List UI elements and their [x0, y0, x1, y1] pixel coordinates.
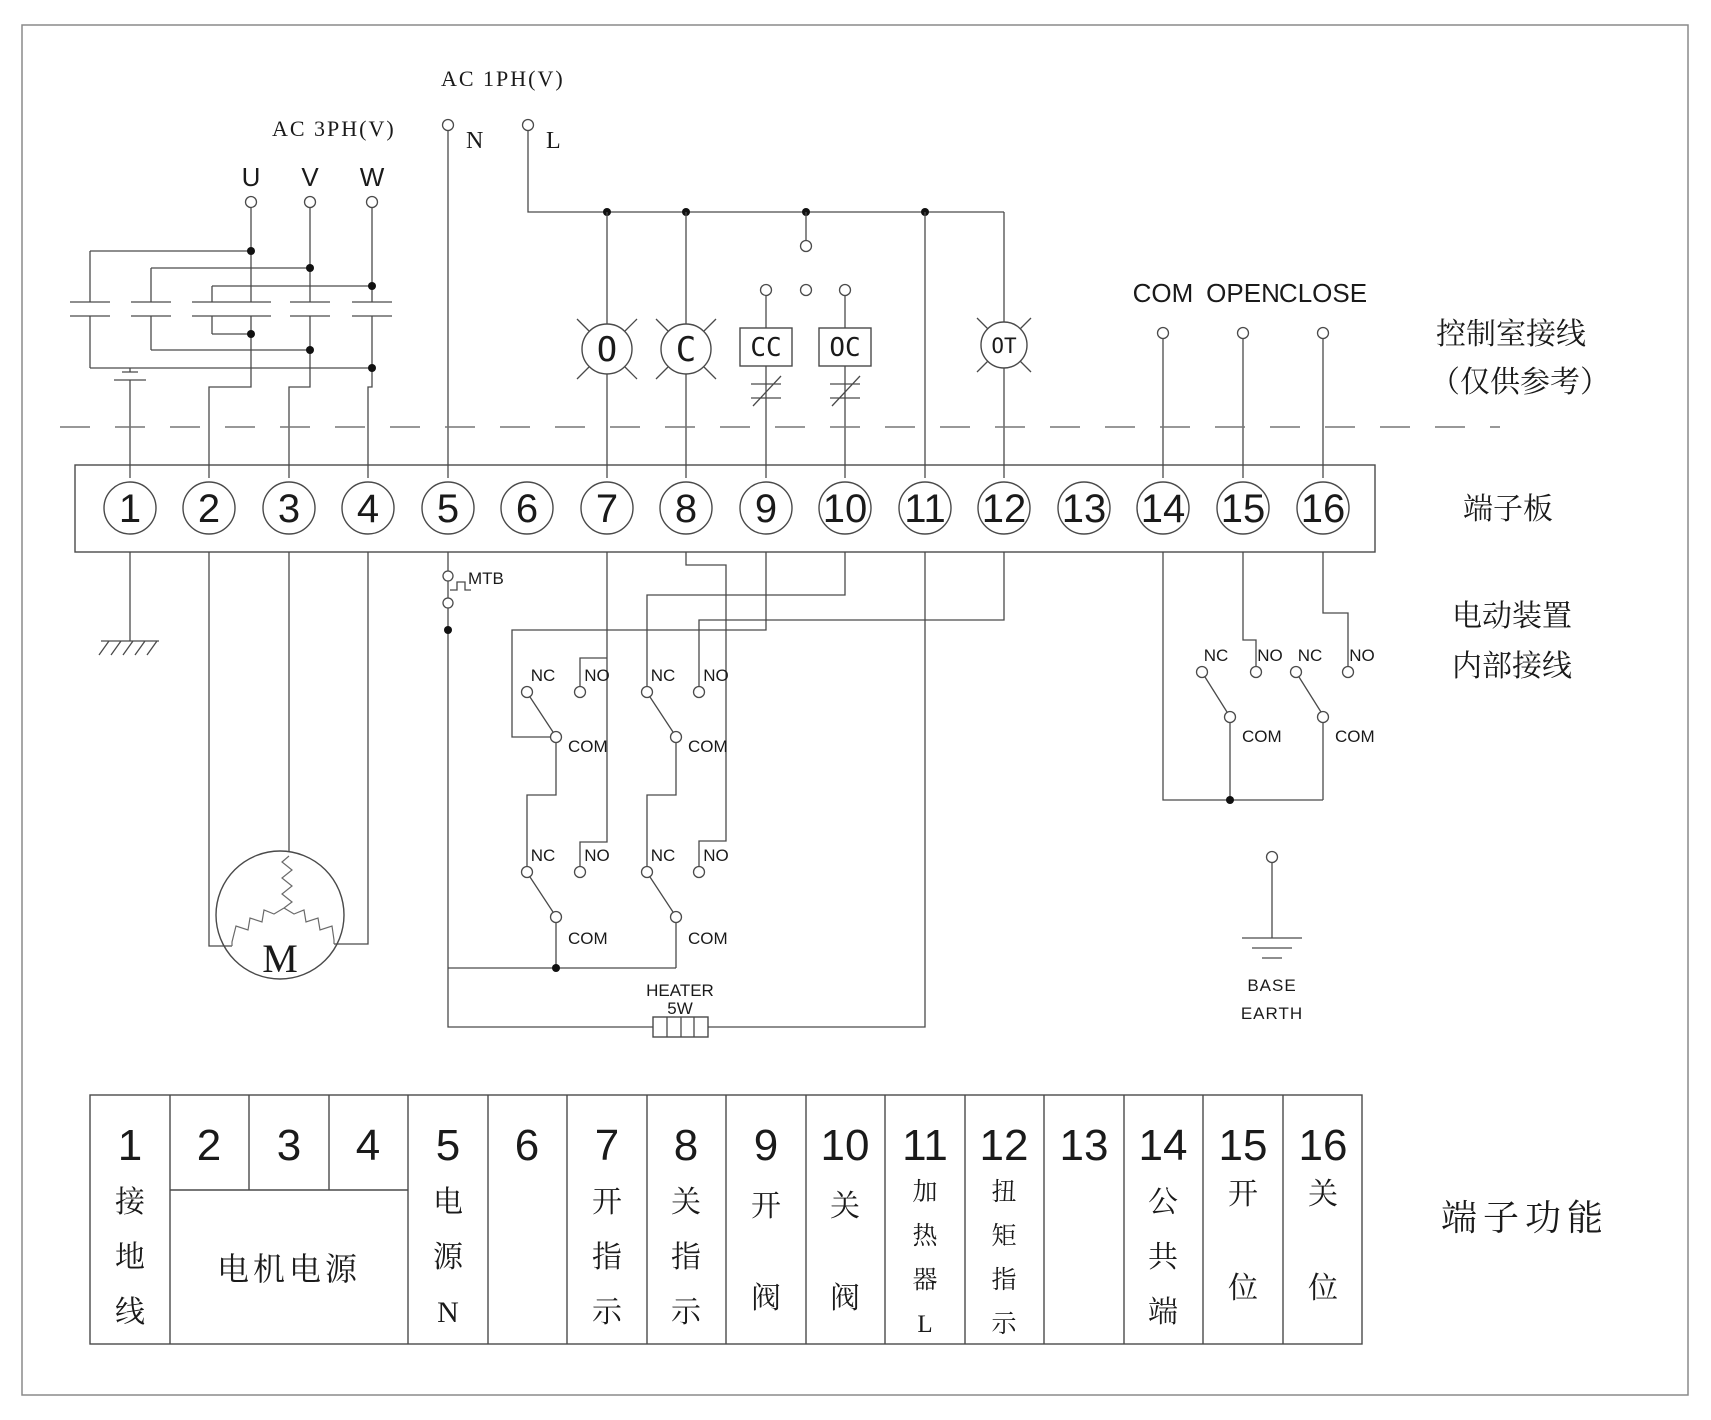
func-close-valve: 关阀: [830, 1190, 860, 1315]
table-num-15: 15: [1218, 1121, 1268, 1170]
terminal-number: 11: [904, 487, 946, 531]
oc-label: OC: [829, 333, 861, 363]
no-label: NO: [703, 666, 729, 685]
cc-label: CC: [750, 333, 782, 363]
terminal-number: 8: [674, 487, 698, 531]
line-label: L: [546, 128, 561, 154]
no-label: NO: [1349, 646, 1375, 665]
control-room-note-line2: （仅供参考）: [1430, 366, 1610, 399]
base-earth-icon: [1241, 852, 1303, 1024]
base-earth-label-line2: EARTH: [1240, 1004, 1304, 1023]
no-label: NO: [584, 666, 610, 685]
mtb-label: MTB: [468, 569, 504, 588]
table-num-9: 9: [753, 1121, 779, 1170]
table-num-12: 12: [979, 1121, 1029, 1170]
limit-switch-b1: [642, 666, 729, 756]
no-label: NO: [703, 846, 729, 865]
terminal-number: 2: [197, 487, 221, 531]
close-contactor-coil: [740, 285, 792, 479]
terminal-circle-9: [740, 482, 792, 534]
func-heater-l: 加热器 L: [912, 1179, 938, 1338]
terminal-number: 15: [1220, 487, 1266, 531]
position-switch-open: [1197, 646, 1283, 746]
func-open-indication: 开指示: [592, 1186, 622, 1329]
phase-u-label: U: [241, 162, 261, 192]
terminal-circle-10: [819, 482, 871, 534]
phase-v-label: V: [301, 162, 319, 192]
table-num-2: 2: [196, 1121, 222, 1170]
table-num-8: 8: [673, 1121, 699, 1170]
open-contactor-coil: [819, 285, 871, 479]
terminal-circle-4: [342, 482, 394, 534]
com-label: COM: [1242, 727, 1282, 746]
terminal-number: 1: [118, 487, 142, 531]
table-num-16: 16: [1298, 1121, 1348, 1170]
table-num-13: 13: [1059, 1121, 1109, 1170]
com-label: COM: [688, 929, 728, 948]
com-label: COM: [568, 737, 608, 756]
com-label: COM: [568, 929, 608, 948]
terminal-number: 4: [356, 487, 380, 531]
ac-1ph-label: AC 1PH(V): [441, 66, 565, 91]
limit-switch-b2: [642, 846, 729, 948]
single-phase-control-section: [441, 66, 1367, 478]
open-indicator-lamp: [577, 212, 637, 478]
terminal-circle-3: [263, 482, 315, 534]
neutral-terminal: [443, 120, 454, 131]
neutral-label: N: [466, 128, 484, 154]
terminal-number: 5: [436, 487, 460, 531]
func-open-position: 开位: [1228, 1178, 1258, 1305]
terminal-circle-1: [104, 482, 156, 534]
terminal-circle-6: [501, 482, 553, 534]
terminal-circle-7: [581, 482, 633, 534]
motor-letter: M: [262, 936, 298, 981]
aux-contact: [801, 212, 812, 296]
position-switch-close: [1291, 646, 1375, 746]
nc-label: NC: [650, 846, 676, 865]
chassis-earth-icon: [114, 368, 146, 478]
terminal-number: 13: [1061, 487, 1107, 531]
func-power-n: 电源 N: [433, 1186, 463, 1329]
terminal-number: 12: [981, 487, 1027, 531]
protective-earth-icon: [99, 552, 159, 655]
terminal-number: 10: [822, 487, 868, 531]
table-num-7: 7: [594, 1121, 620, 1170]
lamp-ot-letter: OT: [991, 334, 1017, 358]
internal-wiring-label-line1: 电动装置: [1452, 600, 1572, 633]
com-lead-label: COM: [1132, 278, 1194, 308]
internal-wiring-label-line2: 内部接线: [1452, 650, 1572, 683]
terminal-number: 9: [754, 487, 778, 531]
nc-label: NC: [530, 666, 556, 685]
terminal-circle-11: [899, 482, 951, 534]
table-num-10: 10: [820, 1121, 870, 1170]
table-title: 端子功能: [1441, 1198, 1610, 1238]
terminal-circle-2: [183, 482, 235, 534]
terminal-function-table: [90, 1095, 1362, 1344]
lamp-o-letter: O: [596, 330, 618, 370]
terminal-circle-5: [422, 482, 474, 534]
mtb-thermal-switch: [443, 552, 504, 608]
nc-label: NC: [1203, 646, 1229, 665]
table-num-11: 11: [902, 1121, 948, 1170]
table-number-row: [118, 1121, 1348, 1170]
terminal-circle-15: [1217, 482, 1269, 534]
func-ground-wire: 接地线: [115, 1186, 145, 1329]
func-torque-indication: 扭矩指示: [991, 1179, 1017, 1338]
table-num-14: 14: [1138, 1121, 1188, 1170]
terminal-circle-12: [978, 482, 1030, 534]
table-num-3: 3: [276, 1121, 302, 1170]
table-num-1: 1: [117, 1121, 143, 1170]
func-close-indication: 关指示: [671, 1186, 701, 1329]
heater-label-line2: 5W: [667, 999, 693, 1018]
terminal-circle-8: [660, 482, 712, 534]
nc-label: NC: [530, 846, 556, 865]
com-label: COM: [1335, 727, 1375, 746]
table-num-5: 5: [435, 1121, 461, 1170]
terminal-circle-14: [1137, 482, 1189, 534]
terminal-number: 16: [1300, 487, 1346, 531]
func-close-position: 关位: [1308, 1178, 1338, 1305]
motor: [216, 851, 344, 981]
table-num-6: 6: [514, 1121, 540, 1170]
com-label: COM: [688, 737, 728, 756]
torque-indicator-lamp: [977, 212, 1031, 478]
surge-capacitor-network: [70, 247, 392, 372]
control-room-note-line1: 控制室接线: [1436, 318, 1586, 351]
close-indicator-lamp: [656, 212, 716, 478]
nc-label: NC: [650, 666, 676, 685]
no-label: NO: [1257, 646, 1283, 665]
base-earth-label-line1: BASE: [1247, 976, 1297, 995]
lamp-c-letter: C: [675, 330, 697, 370]
phase-v-terminal: [305, 197, 316, 208]
func-common: 公共端: [1148, 1186, 1178, 1329]
nc-label: NC: [1297, 646, 1323, 665]
phase-w-label: W: [359, 162, 385, 192]
terminal-number: 6: [515, 487, 539, 531]
terminal-circle-13: [1058, 482, 1110, 534]
heater-label-line1: HEATER: [646, 981, 714, 1000]
heater: [646, 981, 714, 1037]
func-motor-power: 电机电源: [216, 1251, 362, 1287]
no-label: NO: [584, 846, 610, 865]
terminal-number: 14: [1140, 487, 1186, 531]
limit-switch-a1: [522, 666, 610, 756]
func-open-valve: 开阀: [751, 1190, 781, 1315]
internal-wiring-section: [99, 552, 1375, 1037]
terminal-circle-16: [1297, 482, 1349, 534]
table-num-4: 4: [355, 1121, 381, 1170]
phase-u-terminal: [246, 197, 257, 208]
close-lead-label: CLOSE: [1278, 278, 1368, 308]
terminal-board: [75, 465, 1375, 552]
terminal-number: 3: [277, 487, 301, 531]
phase-w-terminal: [367, 197, 378, 208]
ac-3ph-label: AC 3PH(V): [272, 116, 396, 141]
terminal-board-label: 端子板: [1463, 493, 1553, 526]
terminal-number: 7: [595, 487, 619, 531]
remote-control-leads: [1133, 278, 1367, 478]
capacitor-symbols: [70, 302, 392, 316]
limit-switch-a2: [522, 846, 610, 948]
open-lead-label: OPEN: [1206, 278, 1280, 308]
line-terminal: [523, 120, 534, 131]
three-phase-supply-section: [70, 116, 396, 478]
